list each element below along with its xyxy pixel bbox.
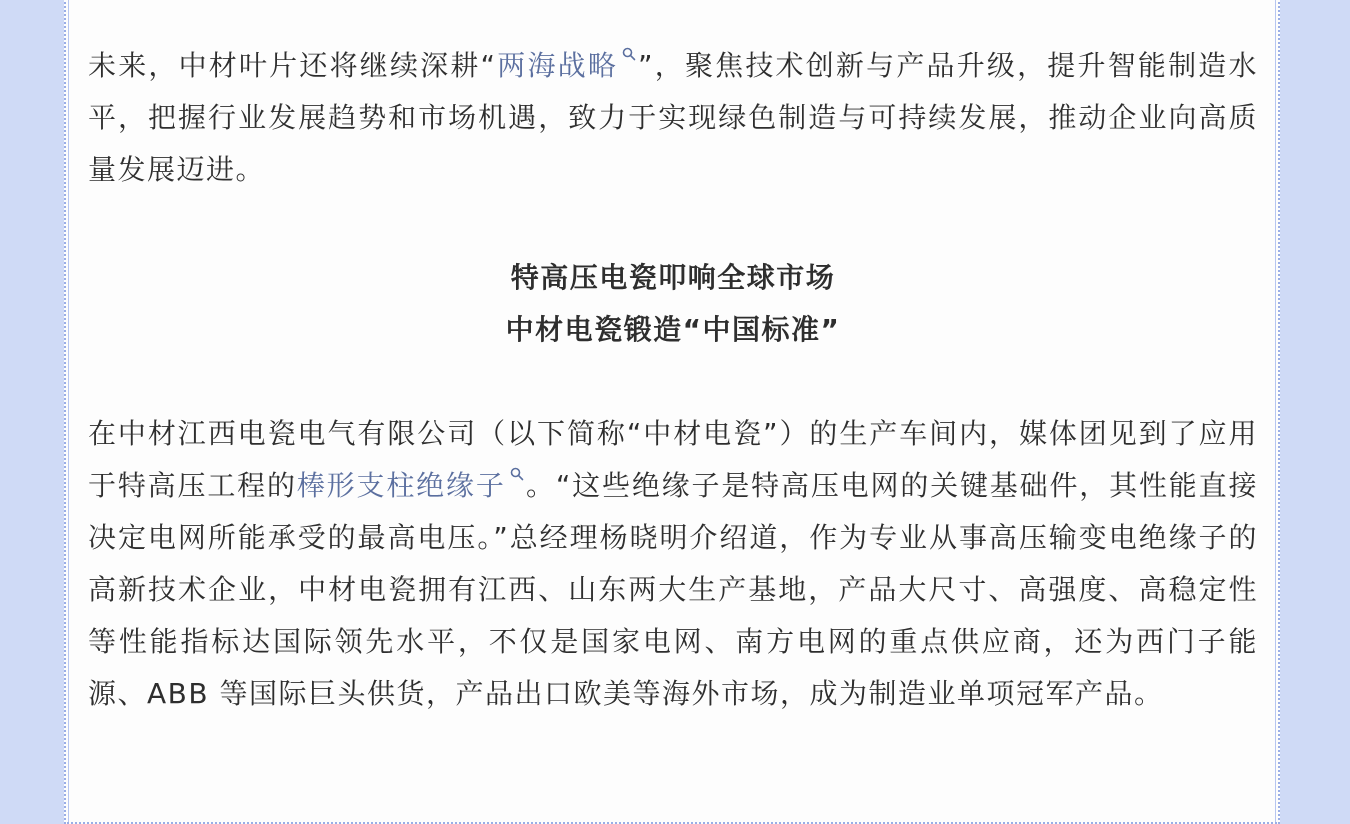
- paragraph-2-text-end: 。“这些绝缘子是特高压电网的关键基础件，其性能直接决定电网所能承受的最高电压。”总经理杨晓明介绍道，作为专业从事高压输变电绝缘子的高新技术企业，中材电瓷拥有江西、山东两大生产基地，产品大尺寸、高强度、高稳定性等性能指标达国际领先水平，不仅是国家电网、南方电网的重点供应商，还为西门子能源、ABB 等国际巨头供货，产品出口欧美等海外市场，成为制造业单项冠军产品。: [88, 469, 1258, 710]
- paragraph-1-text-end: ”，聚焦技术创新与产品升级，提升智能制造水平，把握行业发展趋势和市场机遇，致力于实现绿色制造与可持续发展，推动企业向高质量发展迈进。: [88, 49, 1258, 186]
- keyword-link-liang-hai[interactable]: [497, 49, 638, 82]
- section-heading-line-2: 中材电瓷锻造“中国标准”: [505, 313, 841, 346]
- section-heading-line-1: 特高压电瓷叩响全球市场: [510, 261, 836, 294]
- card-left-rule: [68, 0, 69, 822]
- section-heading: [88, 252, 1258, 356]
- paragraph-1-text-start: 未来，中材叶片还将继续深耕“: [88, 49, 497, 82]
- article-content: [88, 40, 1258, 720]
- paragraph-2: [88, 408, 1258, 720]
- keyword-link-label: 两海战略: [496, 49, 619, 82]
- search-icon[interactable]: [622, 47, 636, 61]
- paragraph-1: [88, 40, 1258, 196]
- search-icon[interactable]: [510, 467, 524, 481]
- keyword-link-insulator[interactable]: [297, 469, 526, 502]
- paragraph-2-text-start: 在中材江西电瓷电气有限公司（以下简称“中材电瓷”）的生产车间内，媒体团见到了应用于特高压工程的: [88, 417, 1258, 502]
- keyword-link-label: 棒形支柱绝缘子: [296, 469, 506, 502]
- card-right-rule: [1275, 0, 1276, 822]
